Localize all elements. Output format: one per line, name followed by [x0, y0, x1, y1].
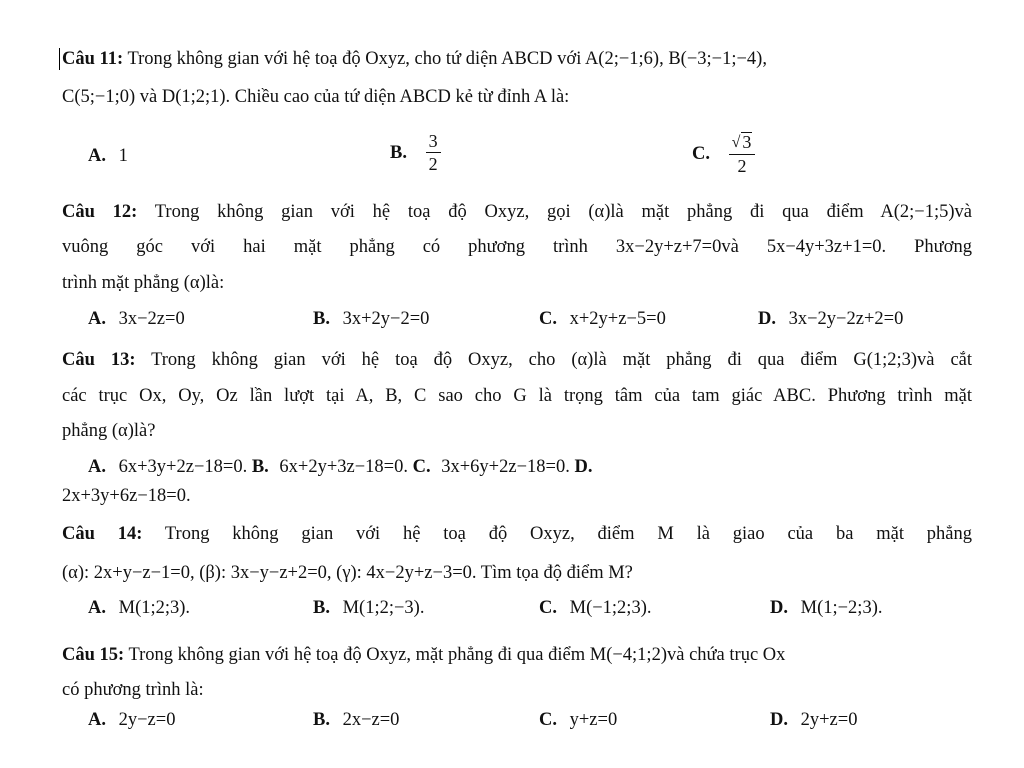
- q12-option-b[interactable]: [313, 307, 429, 331]
- q14-line1: [62, 522, 972, 546]
- q11-option-a-label: A.: [88, 146, 106, 166]
- q13-option-d-label: D.: [574, 457, 593, 477]
- q14-text-line1: Trong không gian với hệ toạ độ Oxyz, điểm M là giao của ba mặt phẳng: [164, 524, 973, 544]
- q11-text-line1: Trong không gian với hệ toạ độ Oxyz, cho tứ diện ABCD với A(2;−1;6), B(−3;−1;−4),: [127, 49, 767, 69]
- q13-label: Câu 13:: [62, 350, 136, 370]
- q13-option-c-label: C.: [412, 457, 431, 477]
- q12-line1: [62, 200, 972, 224]
- q12-option-b-value: 3x+2y−2=0: [342, 309, 430, 329]
- q13-option-a-label: A.: [88, 457, 106, 477]
- q13-options-row: [88, 455, 600, 479]
- q11-option-b-denominator: 2: [428, 154, 438, 174]
- q11-line2: [62, 85, 972, 109]
- q14-option-d[interactable]: [770, 596, 882, 620]
- q13-line3: [62, 419, 972, 443]
- q12-option-a[interactable]: [88, 307, 185, 331]
- q15-option-c[interactable]: [539, 708, 617, 732]
- q13-option-c-value: 3x+6y+2z−18=0.: [441, 457, 570, 477]
- q14-option-d-value: M(1;−2;3).: [800, 598, 883, 618]
- q14-option-a[interactable]: [88, 596, 190, 620]
- q12-option-c-label: C.: [539, 309, 557, 329]
- q13-option-c[interactable]: [413, 457, 575, 477]
- q14-option-c-value: M(−1;2;3).: [569, 598, 652, 618]
- q11-label: Câu 11:: [62, 49, 124, 69]
- q12-line2: [62, 235, 972, 259]
- q11-option-b-numerator: 3: [426, 130, 441, 153]
- q15-text-line2: có phương trình là:: [62, 680, 204, 700]
- q12-option-b-label: B.: [313, 309, 330, 329]
- q13-line2: [62, 384, 972, 408]
- q12-option-c[interactable]: [539, 307, 666, 331]
- q14-option-b[interactable]: [313, 596, 424, 620]
- q13-text-line2: các trục Ox, Oy, Oz lần lượt tại A, B, C sao cho G là trọng tâm của tam giác ABC. Phương trình mặt: [62, 386, 972, 406]
- q15-line1: [62, 643, 972, 667]
- q13-option-d[interactable]: [62, 484, 191, 508]
- sqrt-symbol-icon: √ 3: [731, 132, 752, 152]
- q12-option-d-label: D.: [758, 309, 776, 329]
- q14-label: Câu 14:: [62, 524, 143, 544]
- q12-option-d[interactable]: [758, 307, 903, 331]
- q11-option-c-numerator: [729, 130, 756, 155]
- q11-option-b[interactable]: [390, 130, 441, 175]
- q15-option-b[interactable]: [313, 708, 399, 732]
- q12-label: Câu 12:: [62, 202, 138, 222]
- q14-option-a-label: A.: [88, 598, 106, 618]
- q14-option-a-value: M(1;2;3).: [118, 598, 191, 618]
- q13-option-d-value: 2x+3y+6z−18=0.: [62, 486, 191, 506]
- q15-option-c-label: C.: [539, 710, 557, 730]
- q11-option-a-value: 1: [118, 146, 128, 166]
- q15-option-d-label: D.: [770, 710, 788, 730]
- q14-line2: [62, 561, 972, 585]
- q12-option-c-value: x+2y+z−5=0: [569, 309, 666, 329]
- q13-text-line3: phẳng (α)là?: [62, 421, 156, 441]
- q11-option-b-fraction: [426, 130, 441, 175]
- q11-line1: [62, 47, 972, 71]
- q13-text-line1: Trong không gian với hệ toạ độ Oxyz, cho (α)là mặt phẳng đi qua điểm G(1;2;3)và cắt: [151, 350, 973, 370]
- q15-label: Câu 15:: [62, 645, 125, 665]
- q15-option-b-label: B.: [313, 710, 330, 730]
- q11-option-c[interactable]: [692, 130, 755, 177]
- q11-option-c-label: C.: [692, 143, 710, 164]
- q12-text-line1: Trong không gian với hệ toạ độ Oxyz, gọi (α)là mặt phẳng đi qua điểm A(2;−1;5)và: [154, 202, 972, 222]
- q13-line1: [62, 348, 972, 372]
- q13-option-a[interactable]: [88, 457, 252, 477]
- q15-option-a[interactable]: [88, 708, 175, 732]
- q14-option-c[interactable]: [539, 596, 651, 620]
- q13-option-b-label: B.: [251, 457, 269, 477]
- q13-option-b-value: 6x+2y+3z−18=0.: [279, 457, 408, 477]
- q11-option-c-denominator: 2: [737, 156, 747, 176]
- q15-line2: [62, 678, 972, 702]
- q15-option-a-label: A.: [88, 710, 106, 730]
- q11-option-c-radicand: 3: [742, 132, 752, 152]
- q11-option-b-label: B.: [390, 142, 407, 163]
- q12-option-a-value: 3x−2z=0: [118, 309, 185, 329]
- q11-text-line2: C(5;−1;0) và D(1;2;1). Chiều cao của tứ diện ABCD kẻ từ đỉnh A là:: [62, 87, 570, 107]
- q15-option-a-value: 2y−z=0: [118, 710, 176, 730]
- q15-option-d-value: 2y+z=0: [800, 710, 858, 730]
- q14-option-c-label: C.: [539, 598, 557, 618]
- q12-option-d-value: 3x−2y−2z+2=0: [788, 309, 904, 329]
- q14-option-b-label: B.: [313, 598, 330, 618]
- q15-option-c-value: y+z=0: [569, 710, 618, 730]
- q11-option-c-fraction: [729, 130, 756, 177]
- q12-option-a-label: A.: [88, 309, 106, 329]
- q11-option-a[interactable]: [88, 144, 128, 168]
- q12-text-line3: trình mặt phẳng (α)là:: [62, 273, 225, 293]
- q13-option-b[interactable]: [252, 457, 413, 477]
- q12-text-line2: vuông góc với hai mặt phẳng có phương trình 3x−2y+z+7=0và 5x−4y+3z+1=0. Phương: [62, 237, 972, 257]
- q12-line3: [62, 271, 972, 295]
- q14-option-d-label: D.: [770, 598, 788, 618]
- q15-option-b-value: 2x−z=0: [342, 710, 400, 730]
- q15-text-line1: Trong không gian với hệ toạ độ Oxyz, mặt phẳng đi qua điểm M(−4;1;2)và chứa trục Ox: [128, 645, 786, 665]
- q15-option-d[interactable]: [770, 708, 857, 732]
- text-cursor: [59, 48, 60, 70]
- q14-option-b-value: M(1;2;−3).: [342, 598, 425, 618]
- q13-option-a-value: 6x+3y+2z−18=0.: [118, 457, 248, 477]
- q14-text-line2: (α): 2x+y−z−1=0, (β): 3x−y−z+2=0, (γ): 4x−2y+z−3=0. Tìm tọa độ điểm M?: [62, 563, 633, 583]
